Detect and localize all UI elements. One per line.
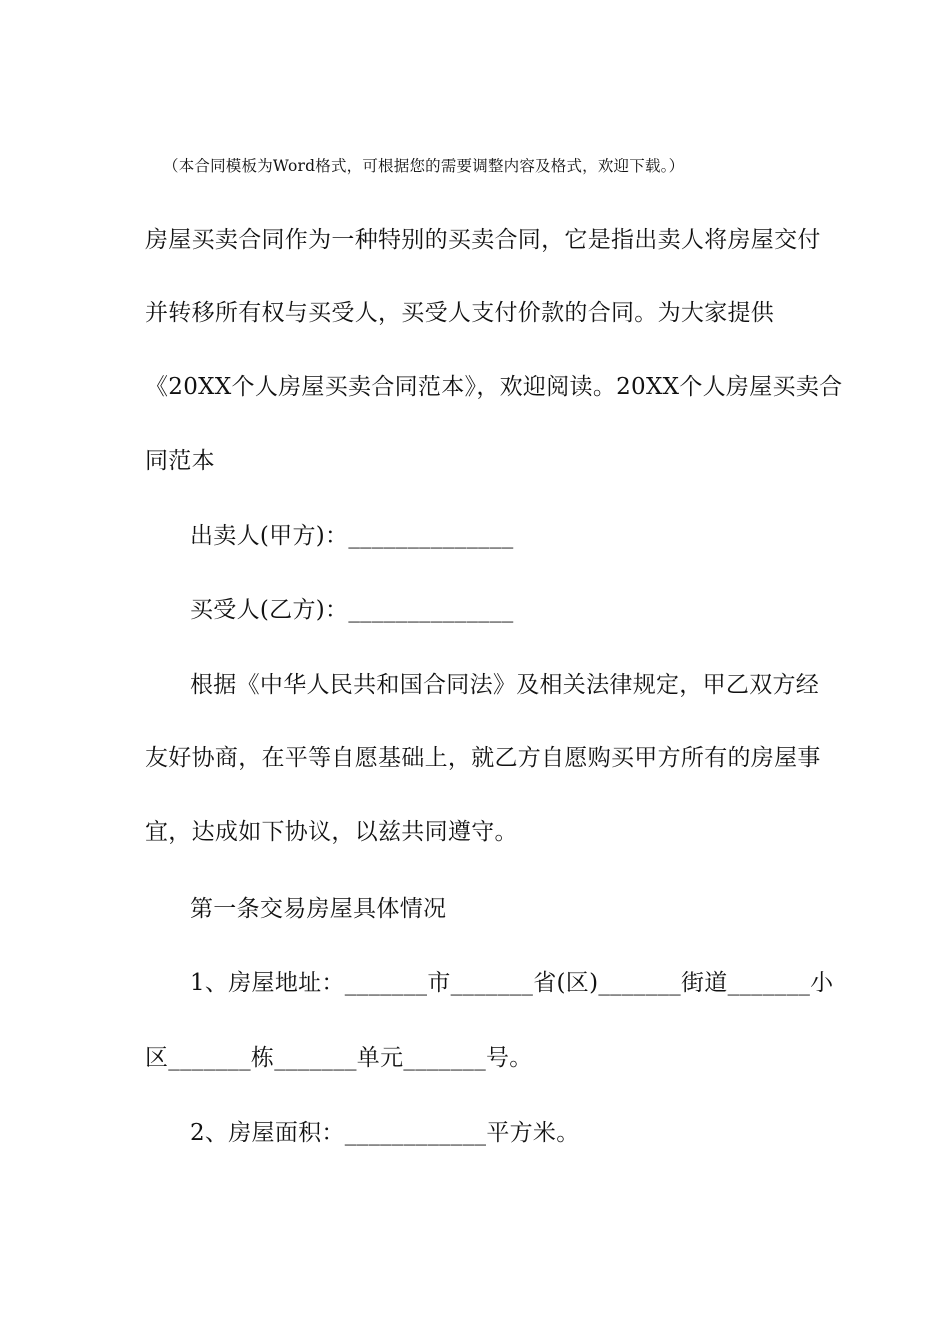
preamble-line-3: 宜，达成如下协议，以兹共同遵守。 — [145, 819, 518, 845]
intro-line-4: 同范本 — [145, 448, 215, 474]
seller-line: 出卖人(甲方)：______________ — [190, 523, 514, 549]
buyer-line: 买受人(乙方)：______________ — [190, 597, 514, 623]
article-1-title: 第一条交易房屋具体情况 — [190, 896, 447, 922]
intro-line-2: 并转移所有权与买受人，买受人支付价款的合同。为大家提供 — [145, 300, 775, 326]
preamble-line-1: 根据《中华人民共和国合同法》及相关法律规定，甲乙双方经 — [190, 672, 820, 698]
intro-line-1: 房屋买卖合同作为一种特别的买卖合同，它是指出卖人将房屋交付 — [145, 227, 821, 253]
preamble-line-2: 友好协商，在平等自愿基础上，就乙方自愿购买甲方所有的房屋事 — [145, 745, 821, 771]
intro-line-3: 《20XX个人房屋买卖合同范本》，欢迎阅读。20XX个人房屋买卖合 — [145, 374, 843, 400]
item-1-line-2: 区_______栋_______单元_______号。 — [145, 1045, 533, 1071]
template-note: （本合同模板为Word格式，可根据您的需要调整内容及格式，欢迎下载。） — [163, 157, 685, 175]
item-2-line: 2、房屋面积：____________平方米。 — [190, 1120, 580, 1146]
item-1-line-1: 1、房屋地址：_______市_______省(区)_______街道_______小 — [190, 970, 834, 996]
